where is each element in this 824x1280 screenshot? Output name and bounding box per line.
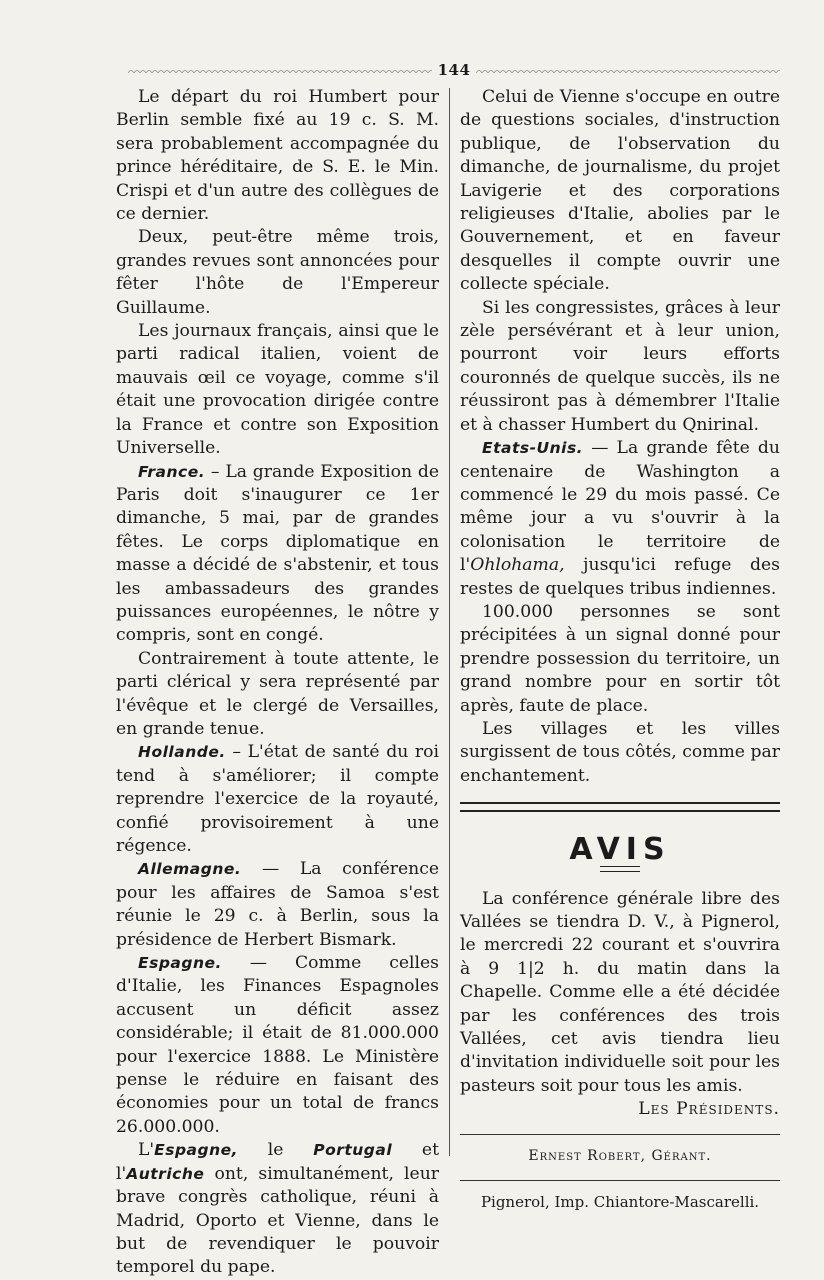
paragraph: Les journaux français, ainsi que le parti radical italien, voient de mauvais œil ce voyage, comme s'il était une provocation dirigée contre la France et contre son Exposition Universelle. <box>116 321 439 459</box>
page-number: 144 <box>437 61 471 79</box>
imprint-line: Pignerol, Imp. Chiantore-Mascarelli. <box>480 1193 760 1212</box>
header-ornament-right <box>476 67 780 73</box>
paragraph: Celui de Vienne s'occupe en outre de questions sociales, d'instruction publique, de l'observation du dimanche, de journalisme, du projet Lavigerie et des corporations religieuses d'Italie, abolies par le Gouvernement, et en faveur desquelles il compte ouvrir une collecte spéciale. <box>460 87 780 295</box>
news-text: — La conférence pour les affaires de Samoa s'est réunie le 29 c. à Berlin, sous la présidence de Herbert Bismark. <box>116 859 439 950</box>
paragraph: Les villages et les villes surgissent de tous côtés, comme par enchantement. <box>460 718 780 786</box>
news-text: le <box>238 1140 314 1161</box>
avis-body: La conférence générale libre des Vallées se tiendra D. V., à Pignerol, le mercredi 22 courant et s'ouvrira à 9 1|2 h. du matin dans la Chapelle. Comme elle a été décidée par les conférences des trois Vallées, cet avis tiendra lieu d'invitation individuelle soit pour les pasteurs soit pour tous les amis. <box>460 888 780 1096</box>
country-heading: Autriche <box>126 1164 205 1183</box>
news-item-etats-unis <box>460 437 780 601</box>
paragraph: Le départ du roi Humbert pour Berlin semble fixé au 19 c. S. M. sera probablement accompagnée du prince héréditaire, de S. E. le Min. Crispi et d'un autre des collègues de ce dernier. <box>116 87 439 225</box>
news-item-allemagne <box>116 858 439 952</box>
left-column <box>116 86 439 1280</box>
section-rule <box>460 802 780 812</box>
country-heading: Espagne, <box>154 1141 239 1160</box>
news-item-hollande <box>116 741 439 858</box>
header-ornament-left <box>128 67 432 73</box>
country-heading: Hollande. <box>138 743 226 762</box>
news-text: – L'état de santé du roi tend à s'améliorer; il compte reprendre l'exercice de la royauté, confié provisoirement à une régence. <box>116 742 439 856</box>
news-text: — Comme celles d'Italie, les Finances Espagnoles accusent un déficit assez considérable; il était de 81.000.000 pour l'exercice 1888. Le Ministère pense le réduire en faisant des économies pour un total de francs 26.000.000. <box>116 953 439 1137</box>
news-text: – La grande Exposition de Paris doit s'inaugurer ce 1er dimanche, 5 mai, par de grandes fêtes. Le corps diplomatique en masse a décidé de s'abstenir, et tous les ambassadeurs des grandes puissances européennes, le nôtre y compris, sont en congé. <box>116 461 439 646</box>
territory-name: Ohlohama, <box>470 555 565 576</box>
avis-title: AVIS <box>569 832 671 868</box>
paragraph: Si les congressistes, grâces à leur zèle persévérant et à leur union, pourront voir leurs efforts couronnés de quelque succès, ils ne réussiront pas à démembrer l'Italie et à chasser Humbert du Qnirinal. <box>460 297 780 435</box>
country-heading: Etats-Unis. <box>482 439 584 458</box>
news-text: et l' <box>116 1140 439 1184</box>
news-text: L' <box>138 1140 155 1161</box>
country-heading: France. <box>138 462 206 481</box>
column-divider <box>449 88 450 1156</box>
avis-text <box>460 888 780 1122</box>
news-text: jusqu'ici refuge des restes de quelques tribus indiennes. <box>460 555 780 599</box>
paragraph: Deux, peut-être même trois, grandes revues sont annoncées pour fêter l'hôte de l'Empereur Guillaume. <box>116 227 439 318</box>
news-text: ont, simultanément, leur brave congrès catholique, réuni à Madrid, Oporto et Vienne, dans le but de revendiquer le pouvoir temporel du pape. <box>116 1163 439 1278</box>
avis-signature: Les Présidents. <box>638 1099 780 1120</box>
news-item-france <box>116 461 439 648</box>
page-header <box>128 58 780 82</box>
country-heading: Allemagne. <box>138 860 242 879</box>
news-text: — La grande fête du centenaire de Washington a commencé le 29 du mois passé. Ce même jour a vu s'ouvrir à la colonisation le territoire de l' <box>460 438 780 576</box>
gerant-line: Ernest Robert, Gérant. <box>528 1147 712 1164</box>
footer-rule <box>460 1134 780 1135</box>
news-item-espagne <box>116 952 439 1139</box>
paragraph: Contrairement à toute attente, le parti clérical y sera représenté par l'évêque et le clergé de Versailles, en grande tenue. <box>116 648 439 739</box>
right-column <box>460 86 780 1214</box>
paragraph: 100.000 personnes se sont précipitées à un signal donné pour prendre possession du territoire, un grand nombre pour en sortir tôt après, faute de place. <box>460 601 780 716</box>
country-heading: Espagne. <box>138 954 222 973</box>
country-heading: Portugal <box>313 1141 393 1160</box>
news-item-congres <box>116 1139 439 1279</box>
footer-rule <box>460 1180 780 1181</box>
